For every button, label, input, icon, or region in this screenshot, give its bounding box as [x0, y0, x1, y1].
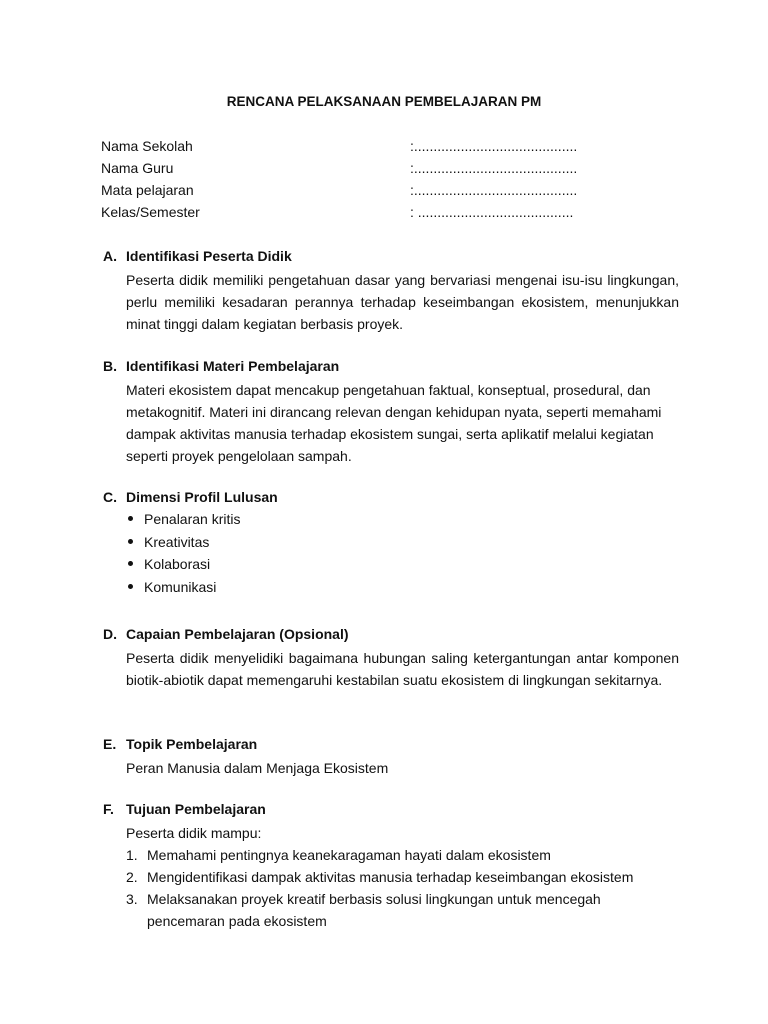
- list-item: [126, 555, 679, 578]
- info-row-subject: [101, 181, 621, 203]
- section-e: [103, 735, 679, 779]
- profile-list: [126, 510, 679, 601]
- identity-table: [101, 137, 621, 225]
- section-body: Materi ekosistem dapat mencakup pengetahuan faktual, konseptual, prosedural, dan metakognitif. Materi ini dirancang relevan dengan kehidupan nyata, seperti memahami dampak aktivitas manusia terhadap ekosistem sungai, serta aplikatif melalui kegiatan seperti proyek pengelolaan sampah.: [126, 382, 662, 464]
- section-title: Topik Pembelajaran: [126, 736, 258, 752]
- section-body: Peserta didik menyelidiki bagaimana hubungan saling ketergantungan antar komponen biotik-abiotik dapat memengaruhi kestabilan suatu ekosistem di lingkungan sekitarnya.: [126, 650, 679, 688]
- list-item: [126, 888, 679, 932]
- bullet-icon: [128, 516, 133, 521]
- section-d: [103, 625, 679, 691]
- list-item: [126, 578, 679, 601]
- info-label: Mata pelajaran: [101, 182, 194, 198]
- document-title: RENCANA PELAKSANAAN PEMBELAJARAN PM: [226, 94, 542, 109]
- list-item: [126, 533, 679, 556]
- section-title: Capaian Pembelajaran (Opsional): [126, 626, 349, 642]
- list-item-text: Penalaran kritis: [144, 511, 241, 527]
- list-item-text: Komunikasi: [144, 579, 217, 596]
- section-c: [103, 488, 679, 601]
- info-label: Nama Guru: [101, 160, 174, 176]
- list-item: [126, 510, 679, 533]
- section-body: Peserta didik memiliki pengetahuan dasar yang bervariasi mengenai isu-isu lingkungan, perlu memiliki kesadaran perannya terhadap keseimbangan ekosistem, menunjukkan minat tinggi dalam kegiatan berbasis proyek.: [126, 272, 679, 332]
- section-heading: [103, 357, 679, 379]
- list-number: 1.: [126, 847, 138, 863]
- section-letter: E.: [103, 736, 117, 752]
- section-heading: [103, 625, 679, 647]
- info-row-teacher: [101, 159, 621, 181]
- list-item: [126, 866, 679, 888]
- bullet-icon: [128, 561, 133, 566]
- list-item-text: Kolaborasi: [144, 556, 211, 573]
- section-title: Dimensi Profil Lulusan: [126, 489, 278, 505]
- section-heading: [103, 800, 679, 822]
- section-intro: Peserta didik mampu:: [126, 825, 262, 841]
- list-item-text: Kreativitas: [144, 533, 210, 550]
- info-label: Kelas/Semester: [101, 204, 200, 220]
- info-value: :..........................................: [410, 160, 578, 176]
- section-heading: [103, 488, 679, 510]
- list-item: [126, 844, 679, 866]
- objectives-list: [126, 844, 679, 932]
- bullet-icon: [128, 539, 133, 544]
- section-title: Tujuan Pembelajaran: [126, 801, 266, 817]
- section-letter: C.: [103, 489, 117, 505]
- info-row-class: [101, 203, 621, 225]
- list-number: 3.: [126, 891, 138, 907]
- list-item-text: Memahami pentingnya keanekaragaman hayati dalam ekosistem: [147, 847, 551, 863]
- section-letter: F.: [103, 801, 114, 817]
- section-title: Identifikasi Materi Pembelajaran: [126, 358, 340, 374]
- section-body: Peran Manusia dalam Menjaga Ekosistem: [126, 760, 389, 776]
- section-title: Identifikasi Peserta Didik: [126, 248, 292, 264]
- info-row-school: [101, 137, 621, 159]
- list-item-text: Mengidentifikasi dampak aktivitas manusia terhadap keseimbangan ekosistem: [147, 869, 634, 885]
- section-heading: [103, 247, 679, 269]
- section-a: [103, 247, 679, 335]
- info-value: :..........................................: [410, 182, 578, 198]
- section-letter: D.: [103, 626, 117, 642]
- info-value: :..........................................: [410, 138, 578, 154]
- list-number: 2.: [126, 869, 138, 885]
- section-b: [103, 357, 679, 467]
- section-heading: [103, 735, 679, 757]
- info-value: : ........................................: [410, 204, 574, 220]
- section-letter: B.: [103, 358, 117, 374]
- section-letter: A.: [103, 248, 117, 264]
- list-item-text: Melaksanakan proyek kreatif berbasis solusi lingkungan untuk mencegah pencemaran pada ekosistem: [147, 891, 601, 929]
- bullet-icon: [128, 584, 133, 589]
- info-label: Nama Sekolah: [101, 138, 193, 154]
- section-f: [103, 800, 679, 932]
